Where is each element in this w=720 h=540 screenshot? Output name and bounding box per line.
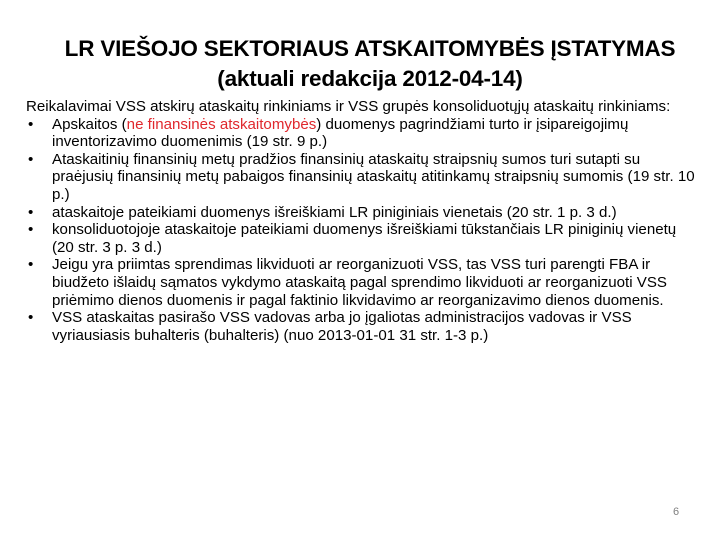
- bullet-icon: •: [28, 203, 34, 221]
- list-item-text: VSS ataskaitas pasirašo VSS vadovas arba jo įgaliotas administracijos vadovas ir VSS vyriausiasis buhalteris (buhalteris) (nuo 2013-01-01 31 str. 1-3 p.): [52, 309, 632, 344]
- list-item: [26, 204, 702, 222]
- bullet-icon: •: [28, 150, 34, 168]
- list-item: [26, 221, 702, 256]
- list-item-text-end: ) duomenys pagrindžiami turto ir įsipareigojimų inventorizavimo duomenimis (19 str. 9 p.): [52, 115, 629, 151]
- bullet-icon: •: [28, 221, 34, 239]
- page-number: 6: [672, 506, 680, 518]
- intro-paragraph: Reikalavimai VSS atskirų ataskaitų rinkiniams ir VSS grupės konsoliduotųjų ataskaitų rinkiniams:: [26, 98, 671, 115]
- list-item-text-start: Apskaitos (: [52, 115, 127, 133]
- slide-title: [40, 34, 700, 94]
- slide-title-line-1: LR VIEŠOJO SEKTORIAUS ATSKAITOMYBĖS ĮSTATYMAS: [64, 36, 676, 61]
- slide-title-line-2: (aktuali redakcija 2012-04-14): [217, 66, 523, 91]
- bullet-icon: •: [28, 309, 34, 327]
- highlighted-phrase: ne finansinės atskaitomybės: [126, 115, 317, 133]
- list-item: [26, 151, 702, 204]
- list-item: [26, 256, 702, 309]
- list-item-text: Ataskaitinių finansinių metų pradžios finansinių ataskaitų straipsnių sumos turi sutapti su praėjusių finansinių metų pabaigos finansinių ataskaitų atitinkamų straipsnių sumomis (19 str. 10 p.): [52, 150, 695, 203]
- slide-body: [26, 98, 702, 344]
- bullet-icon: •: [28, 256, 34, 274]
- list-item-text: konsoliduotojoje ataskaitoje pateikiami duomenys išreiškiami tūkstančiais LR piniginių vienetų (20 str. 3 p. 3 d.): [52, 221, 677, 256]
- list-item-text: Jeigu yra priimtas sprendimas likviduoti ar reorganizuoti VSS, tas VSS turi parengti FBA ir biudžeto išlaidų sąmatos vykdymo ataskaitą pagal sprendimo likviduoti ar reorganizuoti VSS priėmimo dienos duomenis ir pagal faktinio likvidavimo ar reorganizavimo dienos duomenis.: [52, 256, 667, 309]
- list-item: [26, 116, 702, 151]
- requirements-list: [26, 116, 702, 345]
- list-item-text: ataskaitoje pateikiami duomenys išreiškiami LR piniginiais vienetais (20 str. 1 p. 3 d.): [52, 203, 617, 221]
- bullet-icon: •: [28, 115, 34, 133]
- list-item: [26, 309, 702, 344]
